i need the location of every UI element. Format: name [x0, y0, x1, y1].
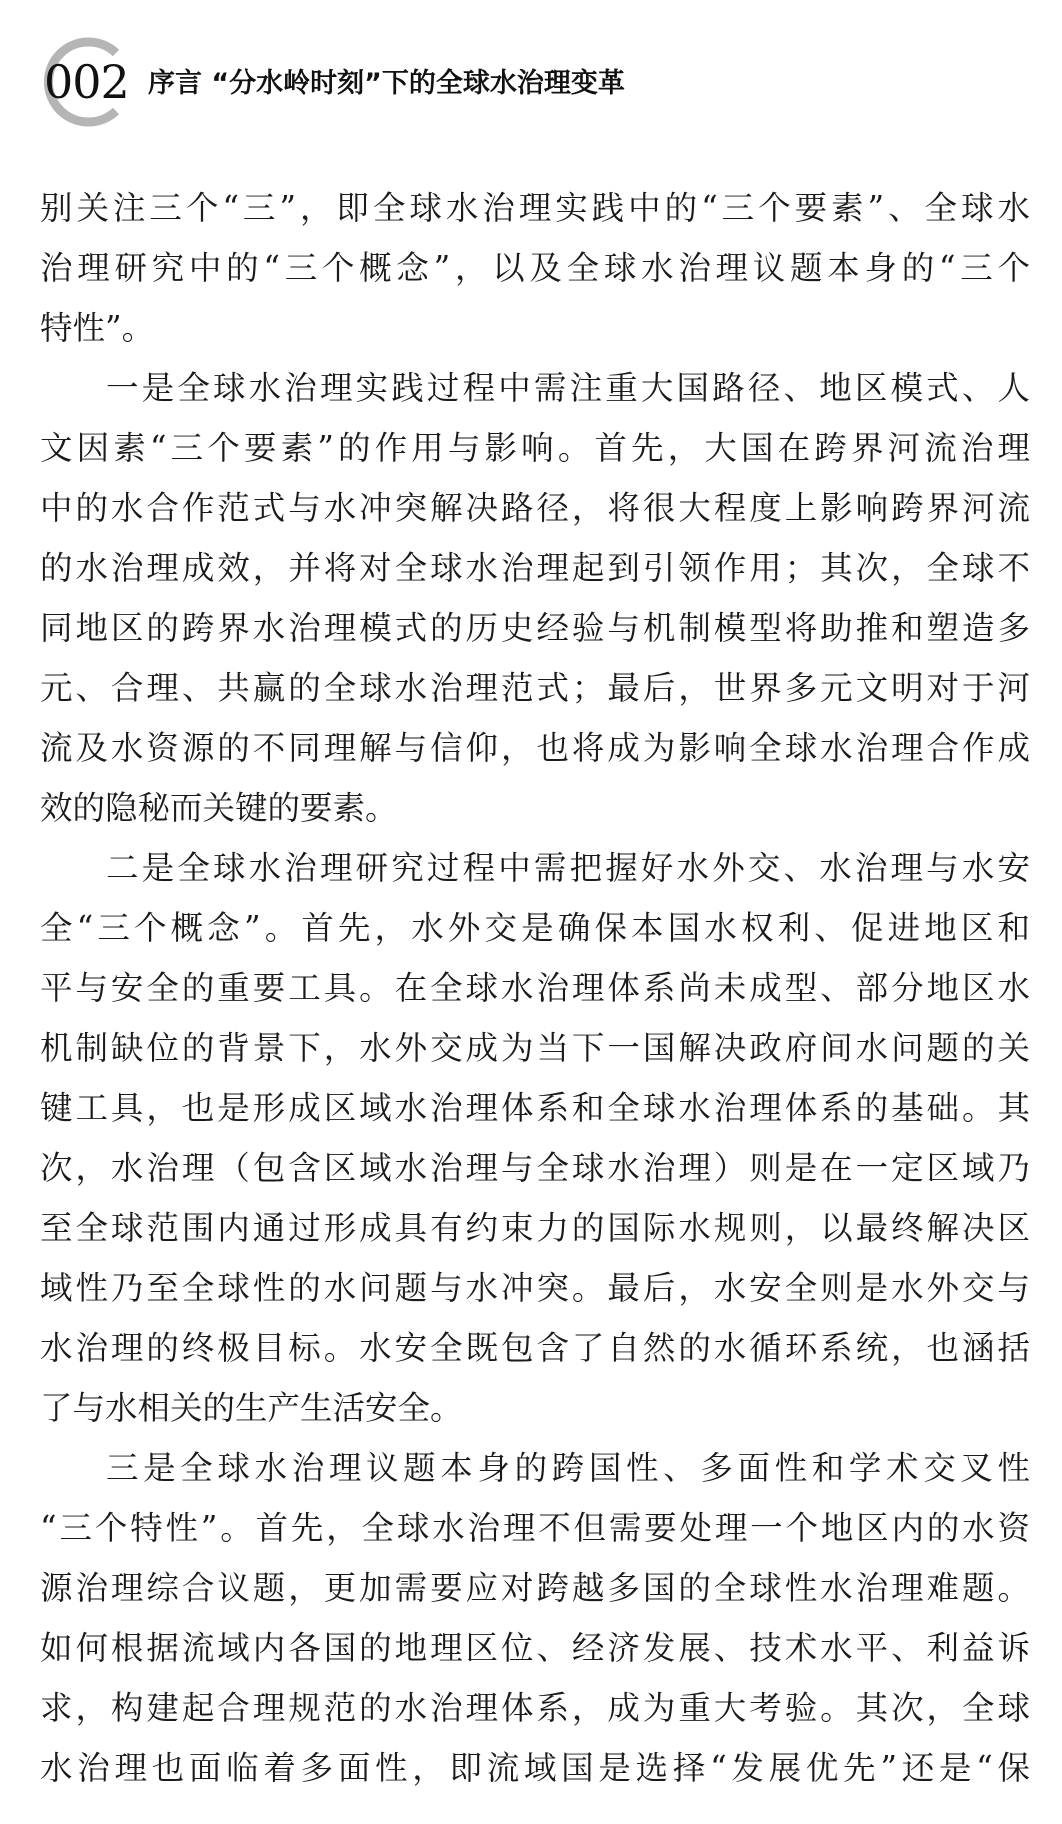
text-line: 中的水合作范式与水冲突解决路径，将很大程度上影响跨界河流 [40, 489, 1030, 527]
text-line: 同地区的跨界水治理模式的历史经验与机制模型将助推和塑造多 [40, 609, 1030, 647]
text-line: 治理研究中的“三个概念”，以及全球水治理议题本身的“三个 [40, 249, 1030, 287]
text-line: 全“三个概念”。首先，水外交是确保本国水权利、促进地区和 [40, 909, 1030, 947]
text-line: 元、合理、共赢的全球水治理范式；最后，世界多元文明对于河 [40, 669, 1030, 707]
text-line: 求，构建起合理规范的水治理体系，成为重大考验。其次，全球 [40, 1689, 1030, 1727]
page-header [0, 0, 1062, 140]
text-line: 次，水治理（包含区域水治理与全球水治理）则是在一定区域乃 [40, 1149, 1030, 1187]
text-line: 如何根据流域内各国的地理区位、经济发展、技术水平、利益诉 [40, 1629, 1030, 1667]
text-line: 别关注三个“三”，即全球水治理实践中的“三个要素”、全球水 [40, 189, 1030, 227]
text-line: 一是全球水治理实践过程中需注重大国路径、地区模式、人 [106, 369, 1030, 407]
text-line: 三是全球水治理议题本身的跨国性、多面性和学术交叉性 [106, 1449, 1030, 1487]
text-line: 至全球范围内通过形成具有约束力的国际水规则，以最终解决区 [40, 1209, 1030, 1247]
text-line: 水治理也面临着多面性，即流域国是选择“发展优先”还是“保 [40, 1749, 1030, 1787]
text-line: 机制缺位的背景下，水外交成为当下一国解决政府间水问题的关 [40, 1029, 1030, 1067]
text-line: 特性”。 [40, 309, 155, 347]
text-line: 域性乃至全球性的水问题与水冲突。最后，水安全则是水外交与 [40, 1269, 1030, 1307]
running-title: 序言 “分水岭时刻”下的全球水治理变革 [148, 68, 625, 99]
text-line: 的水治理成效，并将对全球水治理起到引领作用；其次，全球不 [40, 549, 1030, 587]
text-line: 了与水相关的生产生活安全。 [40, 1389, 463, 1427]
text-line: 平与安全的重要工具。在全球水治理体系尚未成型、部分地区水 [40, 969, 1030, 1007]
text-line: 效的隐秘而关键的要素。 [40, 789, 398, 827]
text-line: 文因素“三个要素”的作用与影响。首先，大国在跨界河流治理 [40, 429, 1030, 467]
text-line: 源治理综合议题，更加需要应对跨越多国的全球性水治理难题。 [40, 1569, 1030, 1607]
text-line: 二是全球水治理研究过程中需把握好水外交、水治理与水安 [106, 849, 1030, 887]
text-line: “三个特性”。首先，全球水治理不但需要处理一个地区内的水资 [40, 1509, 1030, 1547]
text-line: 水治理的终极目标。水安全既包含了自然的水循环系统，也涵括 [40, 1329, 1030, 1367]
text-line: 键工具，也是形成区域水治理体系和全球水治理体系的基础。其 [40, 1089, 1030, 1127]
body-text [40, 178, 1030, 1798]
page-number: 002 [44, 55, 129, 109]
text-line: 流及水资源的不同理解与信仰，也将成为影响全球水治理合作成 [40, 729, 1030, 767]
